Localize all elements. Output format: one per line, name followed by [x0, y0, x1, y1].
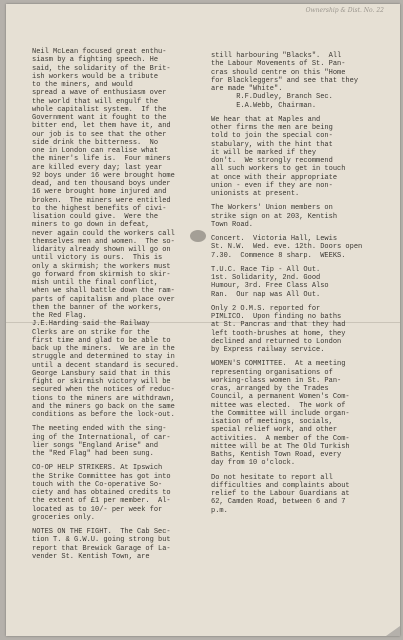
text-line: The Workers' Union members on: [211, 204, 333, 213]
text-line: tion T. & G.W.U. going strong but: [32, 536, 171, 545]
text-line: told to join the special con-: [211, 132, 333, 141]
text-line: are killed every day; last year: [32, 163, 163, 172]
text-line: struggle and determined to stay in: [32, 353, 175, 362]
text-line: dead, and ten thousand boys under: [32, 180, 171, 188]
text-line: them the banner of the workers,: [32, 303, 163, 312]
text-line: the Committee will include organ-: [211, 409, 350, 418]
text-line: stabulary, with the hint that: [211, 140, 333, 149]
text-line: special relief work, and other: [211, 426, 338, 435]
text-line: it will be marked if they: [211, 148, 317, 157]
text-line: difficulties and complaints about: [211, 481, 350, 490]
text-line: back up the miners. We are in the: [32, 345, 175, 353]
text-line: touch with the Co-operative So-: [32, 480, 163, 489]
text-line: fight or skirmish victory will be: [32, 378, 171, 386]
text-line: the world that will engulf the: [32, 97, 159, 106]
text-line: when we shall battle down the ram-: [32, 287, 175, 296]
text-line: union - even if they are non-: [211, 181, 333, 190]
text-line: Baths, Kentish Town Road, every: [211, 451, 342, 459]
text-line: located as to 10/- per week for: [32, 505, 163, 514]
text-line: ing of the International, of car-: [32, 433, 171, 442]
text-line: T.U.C. Race Tip - All Out.: [211, 265, 321, 274]
text-line: tions to the miners are withdrawn,: [32, 394, 175, 403]
text-line: Ran. Our nap was All Out.: [211, 290, 321, 299]
text-line: Only 2 O.M.S. reported for: [211, 304, 321, 313]
text-line: other firms the men are being: [211, 124, 333, 132]
text-line: said, the solidarity of the Brit-: [32, 64, 171, 73]
text-line: mittee will be at The Old Turkish: [211, 442, 350, 451]
text-line: lier songs "England Arise" and: [32, 441, 159, 450]
text-line: We hear that at Maples and: [211, 115, 321, 124]
text-line: Clerks are on strike for the: [32, 328, 150, 337]
text-line: the Strike Committee has got into: [32, 472, 171, 481]
typescript-page: [6, 4, 400, 636]
text-line: go forward from skirmish to skir-: [32, 270, 171, 279]
text-line: to the highest benefits of civi-: [32, 204, 167, 213]
text-line: conditions as before the lock-out.: [32, 411, 175, 419]
text-line: vender St. Kentish Town, are: [32, 552, 150, 561]
text-line: unionists at present.: [211, 190, 300, 198]
text-line: Council, a permanent Women's Com-: [211, 393, 350, 402]
text-line: miners to go down in defeat,: [32, 221, 150, 230]
text-line: whole capitalist system. If the: [32, 105, 167, 114]
text-line: 62, Camden Road, between 6 and 7: [211, 498, 346, 507]
text-line: mish until the final conflict,: [32, 279, 159, 287]
text-line: bitter end, let them have it, and: [32, 122, 171, 131]
text-line: groceries only.: [32, 513, 96, 522]
text-line: to the miners, and would: [32, 81, 133, 89]
text-line: at once with their appropriate: [211, 173, 338, 182]
text-line: St. N.W. Wed. eve. 12th. Doors open: [211, 243, 363, 252]
text-line: broken. The miners were entitled: [32, 196, 171, 205]
text-line: our job is to see that the other: [32, 130, 167, 139]
text-line: left tooth-brushes at home, they: [211, 329, 346, 338]
text-line: the Red Flag.: [32, 312, 87, 320]
text-line: mittee was elected. The work of: [211, 401, 346, 410]
text-line: at St. Pancras and that they had: [211, 321, 346, 330]
text-line: strike sign on at 203, Kentish: [211, 212, 338, 221]
pencil-note: Ownership & Dist. No. 22: [305, 7, 384, 14]
text-line: The meeting ended with the sing-: [32, 425, 167, 434]
text-line: the Labour Movements of St. Pan-: [211, 60, 346, 69]
text-line: E.A.Webb, Chairman.: [211, 101, 317, 110]
text-line: 7.30. Commence 8 sharp. WEEKS.: [211, 251, 346, 260]
text-line: day from 10 o'clock.: [211, 459, 296, 468]
text-line: relief to the Labour Guardians at: [211, 490, 350, 498]
text-line: Humour, 3rd. Free Class Also: [211, 282, 329, 291]
text-line: ciety and has obtained credits to: [32, 489, 171, 497]
text-line: one in London can realise what: [32, 147, 159, 155]
text-line: never again could the workers call: [32, 229, 175, 238]
text-line: lidarity already shown will go on: [32, 246, 171, 254]
text-line: for Blackleggers" and see that they: [211, 76, 359, 85]
text-line: WOMEN'S COMMITTEE. At a meeting: [211, 360, 346, 369]
text-line: 92 boys under 16 were brought home: [32, 171, 175, 180]
text-line: 16 were brought home injured and: [32, 188, 167, 197]
text-line: all such workers to get in touch: [211, 165, 346, 174]
text-line: J.E.Harding said the Railway: [32, 320, 150, 329]
text-line: still harbouring "Blacks". All: [211, 52, 342, 60]
torn-corner: [386, 626, 400, 636]
text-line: cras, arranged by the Trades: [211, 385, 329, 393]
text-line: Government want it fought to the: [32, 114, 167, 122]
text-line: NOTES ON THE FIGHT. The Cab Sec-: [32, 528, 171, 536]
text-line: secured when the notices of reduc-: [32, 386, 175, 395]
text-line: side drink the bitterness. No: [32, 138, 159, 147]
text-line: representing organisations of: [211, 368, 333, 377]
text-line: and the miners go back on the same: [32, 402, 175, 411]
text-line: declined and returned to London: [211, 337, 342, 346]
text-line: activities. A member of the Com-: [211, 434, 350, 443]
text-line: don't. We strongly recommend: [211, 157, 333, 165]
text-line: by Express railway service.: [211, 346, 325, 354]
text-line: 1st. Solidarity, 2nd. Good: [211, 274, 321, 282]
text-line: the "Red Flag" had been sung.: [32, 450, 154, 458]
text-line: first time and glad to be able to: [32, 336, 171, 345]
text-line: Town Road.: [211, 220, 254, 229]
text-line: Neil McLean focused great enthu-: [32, 48, 167, 56]
text-line: p.m.: [211, 506, 228, 515]
text-line: the miner's life is. Four miners: [32, 155, 171, 164]
text-line: CO-OP HELP STRIKERS. At Ipswich: [32, 464, 163, 473]
text-line: themselves men and women. The so-: [32, 237, 175, 246]
text-line: George Lansbury said that in this: [32, 369, 171, 378]
text-line: parts of capitalism and place over: [32, 295, 175, 304]
text-line: siasm by a fighting speech. He: [32, 56, 159, 65]
text-line: PIMLICO. Upon finding no baths: [211, 313, 342, 321]
text-line: are made "White".: [211, 85, 283, 93]
text-line: lisation could give. Were the: [32, 213, 159, 221]
text-line: R.F.Dudley, Branch Sec.: [211, 93, 333, 102]
text-line: spread a wave of enthusiasm over: [32, 89, 167, 98]
text-line: Concert. Victoria Hall, Lewis: [211, 235, 338, 243]
text-line: cras should centre on this "Home: [211, 68, 346, 77]
text-line: Do not hesitate to report all: [211, 473, 333, 482]
text-line: isation of meetings, socials,: [211, 418, 333, 426]
text-line: the extent of £1 per member. Al-: [32, 497, 171, 506]
text-line: until a decent standard is secured.: [32, 361, 180, 370]
text-line: report that Brewick Garage of La-: [32, 544, 171, 553]
text-line: working-class women in St. Pan-: [211, 376, 342, 385]
text-line: until victory is ours. This is: [32, 254, 163, 263]
text-line: only a skirmish; the workers must: [32, 262, 171, 271]
text-line: ish workers would be a tribute: [32, 72, 159, 81]
right-text-column: [211, 52, 391, 515]
left-text-column: [32, 48, 207, 561]
